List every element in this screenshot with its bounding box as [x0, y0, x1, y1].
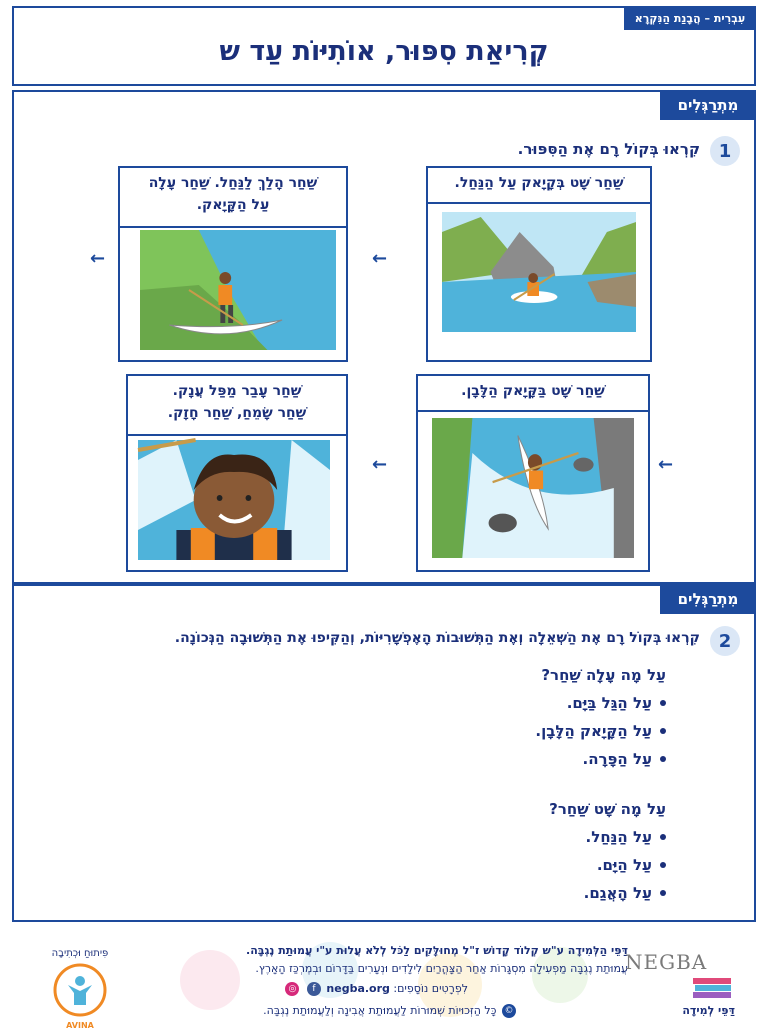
card-line: שַׁחַר הָלַךְ לַנַּחַל. שַׁחַר עָלָה — [148, 175, 318, 191]
story-card-2 — [118, 166, 348, 362]
section-label: מִתְרַגְּלִים — [660, 584, 756, 614]
card-text — [422, 380, 644, 402]
answer-text: עַל הַנַּחַל. — [585, 828, 652, 846]
avina-logo-text: AVINA — [66, 1021, 94, 1030]
exercise-1-section — [12, 90, 756, 584]
answer-text: עַל הַגַּל בַּיָּם. — [566, 694, 652, 712]
bullet-icon — [660, 890, 666, 896]
details-label: לִפְרָטִים נוֹסָפִים: — [393, 982, 468, 995]
card-text — [124, 172, 342, 216]
story-card-1 — [426, 166, 652, 362]
answer-option[interactable] — [567, 694, 666, 712]
subject-tag: עִבְרִית – הֲבָנַת הַנִּקְרָא — [624, 6, 756, 30]
negba-logo — [625, 950, 735, 1017]
card-line: שַׁחַר שָׂמֵחַ, שַׁחַר חָזָק. — [167, 405, 307, 421]
negba-wordmark: NEGBA — [625, 950, 708, 974]
story-card-3 — [416, 374, 650, 572]
exercise-2-section — [12, 584, 756, 922]
card-line: שַׁחַר עָבַר מַפַּל עֲנָק. — [172, 383, 302, 399]
exercise-instruction: קִרְאוּ בְּקוֹל רָם אֶת הַסִּפּוּר. — [517, 140, 700, 158]
section-label: מִתְרַגְּלִים — [660, 90, 756, 120]
negba-sub: דַּפֵּי לְמִידָה — [682, 1004, 735, 1017]
story-card-4 — [126, 374, 348, 572]
footer-line-2: עֲמוּתַת נֶגְבָּה מַפְעִילָה מִסְגָּרוֹת אַחַר הַצָּהֳרַיִם לִילָדִים וּנְעָרִים בַּדָּרוֹם וּבְמֶרְכַּז הָאָרֶץ. — [255, 962, 628, 975]
card-text — [132, 380, 342, 424]
boarding-kayak-illustration — [140, 230, 336, 350]
card-divider — [120, 226, 346, 228]
bullet-icon — [660, 700, 666, 706]
arrow-left-icon: ← — [372, 454, 388, 475]
answer-text: עַל הָאֲגַם. — [583, 884, 652, 902]
bullet-icon — [660, 728, 666, 734]
books-icon — [691, 974, 735, 1000]
bullet-icon — [660, 756, 666, 762]
answer-option[interactable] — [583, 750, 666, 768]
waterfall-kayak-illustration — [432, 418, 634, 558]
avina-logo — [40, 948, 120, 1030]
exercise-instruction: קִרְאוּ בְּקוֹל רָם אֶת הַשְּׁאֵלָה וְאֶת הַתְּשׁוּבוֹת הָאֶפְשָׁרִיּוֹת, וְהַקִּיפוּ אֶת הַתְּשׁוּבָה הַנְּכוֹנָה. — [174, 630, 700, 646]
copyright-icon: © — [502, 1004, 516, 1018]
dev-label: פִּיתוּחַ וּכְתִיבָה — [51, 948, 109, 959]
card-divider — [428, 202, 650, 204]
facebook-icon[interactable]: f — [307, 982, 321, 996]
arrow-left-icon: ← — [372, 248, 388, 269]
river-kayak-illustration — [442, 212, 636, 332]
footer-line-1: דַּפֵּי הַלְּמִידָה ע"ש קְלוֹד קָדוֹשׁ ז"ל מְחוּלָּקִים לַכֹּל לְלֹא עֲלוּת ע"י עֲמוּתַת נֶגְבָּה. — [246, 944, 628, 957]
bullet-icon — [660, 834, 666, 840]
answer-text: עַל הַקָּיָאק הַלָּבָן. — [535, 722, 652, 740]
happy-kayaker-illustration — [138, 440, 330, 560]
card-divider — [418, 410, 648, 412]
page-title: קְרִיאַת סִפּוּר, אוֹתִיּוֹת עַד ש — [219, 36, 549, 67]
arrow-left-icon: ← — [90, 248, 106, 269]
answer-option[interactable] — [584, 884, 666, 902]
question-1: עַל מָה עָלָה שַׁחַר? — [541, 666, 666, 684]
arrow-left-icon: ← — [658, 454, 674, 475]
bullet-icon — [660, 862, 666, 868]
answer-text: עַל הַפָּרָה. — [582, 750, 652, 768]
answer-option[interactable] — [586, 828, 666, 846]
footer-line-4 — [263, 1004, 518, 1018]
answer-option[interactable] — [535, 722, 666, 740]
answer-option[interactable] — [597, 856, 666, 874]
exercise-number: 2 — [710, 626, 740, 656]
copyright-text: כָּל הַזְּכוּיוֹת שְׁמוּרוֹת לַעֲמוּתַת אֲבִינָה וְלַעֲמוּתַת נֶגְבָּה. — [263, 1004, 497, 1017]
card-line: שַׁחַר שָׁט בַּקָּיָאק הַלָּבָן. — [461, 383, 605, 399]
avina-emblem-icon — [53, 963, 107, 1017]
card-line: שַׁחַר שָׁט בְּקָיָאק עַל הַנַּחַל. — [454, 175, 624, 191]
exercise-number: 1 — [710, 136, 740, 166]
footer-line-3 — [283, 982, 468, 996]
instagram-icon[interactable]: ◎ — [285, 982, 299, 996]
card-text — [432, 172, 646, 194]
website-link[interactable]: negba.org — [326, 982, 390, 995]
answer-text: עַל הַיָּם. — [596, 856, 652, 874]
question-2: עַל מָה שָׁט שַׁחַר? — [549, 800, 666, 818]
card-divider — [128, 434, 346, 436]
card-line: עַל הַקָּיָאק. — [196, 197, 270, 213]
